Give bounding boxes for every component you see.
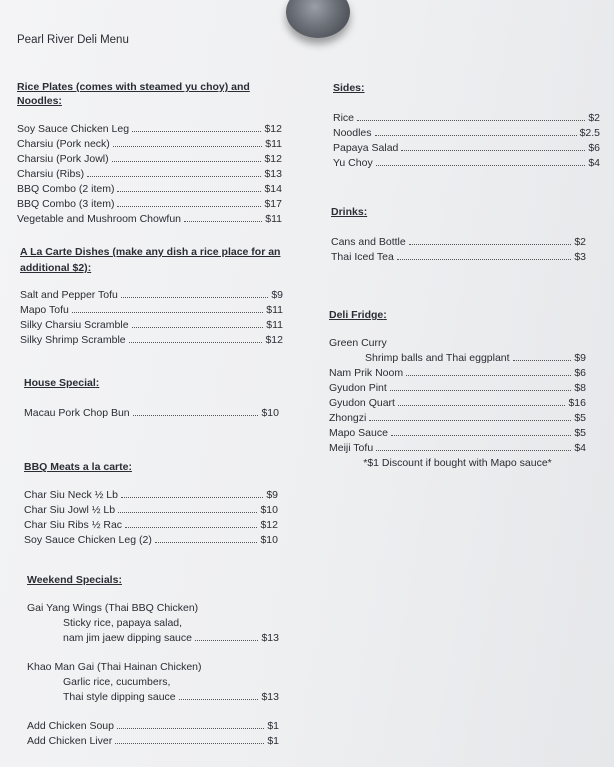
side-item-name: Papaya Salad xyxy=(333,142,399,154)
dot-leader xyxy=(357,120,585,121)
rice-plate-item-name: Soy Sauce Chicken Leg xyxy=(17,123,130,135)
rice-plate-item-price: $14 xyxy=(264,183,282,195)
bbq-meat-item-row xyxy=(24,488,278,503)
green-curry-price: $9 xyxy=(574,352,586,364)
dot-leader xyxy=(390,390,572,391)
rice-plates-heading: Rice Plates (comes with steamed yu choy) and Noodles: xyxy=(17,81,250,107)
dot-leader xyxy=(398,405,566,406)
addon-item-name: Add Chicken Soup xyxy=(27,720,114,732)
khao-man-gai-desc-1: Garlic rice, cucumbers, xyxy=(63,676,171,688)
a-la-carte-item-price: $9 xyxy=(271,289,283,301)
khao-man-gai-name: Khao Man Gai (Thai Hainan Chicken) xyxy=(27,661,202,673)
bbq-meats-section xyxy=(24,460,278,548)
a-la-carte-heading-line2: additional $2): xyxy=(20,262,92,274)
gai-yang-name: Gai Yang Wings (Thai BBQ Chicken) xyxy=(27,602,199,614)
dot-leader xyxy=(179,699,259,700)
a-la-carte-list xyxy=(20,288,283,348)
side-item-price: $6 xyxy=(588,142,600,154)
rice-plate-item-price: $11 xyxy=(265,138,282,150)
drinks-section xyxy=(331,205,586,265)
green-curry-sub-row xyxy=(329,351,586,366)
rice-plate-item-price: $13 xyxy=(264,168,282,180)
a-la-carte-item-row xyxy=(20,288,283,303)
bbq-meat-item-price: $10 xyxy=(260,534,278,546)
dot-leader xyxy=(391,435,571,436)
rice-plate-item-price: $11 xyxy=(265,213,282,225)
side-item-name: Noodles xyxy=(333,127,372,139)
a-la-carte-item-name: Silky Shrimp Scramble xyxy=(20,334,126,346)
rice-plate-item-name: BBQ Combo (3 item) xyxy=(17,198,115,210)
green-curry-sub: Shrimp balls and Thai eggplant xyxy=(365,352,510,364)
deli-fridge-item-price: $5 xyxy=(574,427,586,439)
dot-leader xyxy=(132,131,261,132)
rice-plate-item-name: BBQ Combo (2 item) xyxy=(17,183,115,195)
gai-yang-price: $13 xyxy=(261,632,279,644)
drink-item-row xyxy=(331,235,586,250)
dot-leader xyxy=(115,743,264,744)
dot-leader xyxy=(195,640,258,641)
rice-plates-list xyxy=(17,122,282,227)
a-la-carte-item-name: Mapo Tofu xyxy=(20,304,69,316)
bbq-meat-item-price: $12 xyxy=(260,519,278,531)
rice-plate-item-name: Charsiu (Pork Jowl) xyxy=(17,153,109,165)
deli-fridge-item-name: Gyudon Quart xyxy=(329,397,395,409)
dot-leader xyxy=(72,312,263,313)
khao-man-gai-price: $13 xyxy=(261,691,279,703)
dot-leader xyxy=(155,542,258,543)
dot-leader xyxy=(184,221,262,222)
bbq-meats-heading: BBQ Meats a la carte: xyxy=(24,461,132,473)
gai-yang-desc-1: Sticky rice, papaya salad, xyxy=(63,617,183,629)
dot-leader xyxy=(132,327,264,328)
drink-item-price: $2 xyxy=(574,236,586,248)
rice-plate-item-row xyxy=(17,152,282,167)
dot-leader xyxy=(369,420,571,421)
deli-fridge-item-name: Gyudon Pint xyxy=(329,382,387,394)
bbq-meat-item-price: $9 xyxy=(266,489,278,501)
dot-leader xyxy=(401,150,585,151)
dot-leader xyxy=(406,375,571,376)
bbq-meat-item-name: Soy Sauce Chicken Leg (2) xyxy=(24,534,152,546)
deli-fridge-item-row xyxy=(329,366,586,381)
a-la-carte-item-row xyxy=(20,333,283,348)
deli-fridge-section xyxy=(329,308,586,470)
dot-leader xyxy=(118,512,257,513)
rice-plate-item-price: $12 xyxy=(264,153,282,165)
rice-plate-item-row xyxy=(17,197,282,212)
deli-fridge-item-row xyxy=(329,396,586,411)
a-la-carte-item-name: Silky Charsiu Scramble xyxy=(20,319,129,331)
a-la-carte-item-row xyxy=(20,318,283,333)
a-la-carte-section xyxy=(20,245,283,348)
a-la-carte-item-price: $12 xyxy=(265,334,283,346)
deli-fridge-item-price: $16 xyxy=(568,397,586,409)
deli-fridge-item-price: $8 xyxy=(574,382,586,394)
drink-item-row xyxy=(331,250,586,265)
side-item-price: $2 xyxy=(588,112,600,124)
a-la-carte-item-price: $11 xyxy=(266,304,283,316)
gai-yang-desc-2-row xyxy=(27,631,279,646)
addon-item-name: Add Chicken Liver xyxy=(27,735,113,747)
bbq-meat-item-row xyxy=(24,518,278,533)
dot-leader xyxy=(513,360,572,361)
dot-leader xyxy=(121,497,263,498)
khao-man-gai-desc-2-row xyxy=(27,690,279,705)
dot-leader xyxy=(117,191,261,192)
side-item-price: $4 xyxy=(588,157,600,169)
a-la-carte-item-name: Salt and Pepper Tofu xyxy=(20,289,118,301)
sides-list xyxy=(333,111,600,171)
drink-item-name: Cans and Bottle xyxy=(331,236,406,248)
rice-plate-item-name: Charsiu (Pork neck) xyxy=(17,138,110,150)
a-la-carte-heading-line1: A La Carte Dishes (make any dish a rice place for an xyxy=(20,246,281,258)
side-item-name: Yu Choy xyxy=(333,157,373,169)
deli-fridge-heading: Deli Fridge: xyxy=(329,309,387,321)
rice-plate-item-row xyxy=(17,182,282,197)
dot-leader xyxy=(117,206,261,207)
addon-item-row xyxy=(27,734,279,749)
bbq-meat-item-name: Char Siu Jowl ½ Lb xyxy=(24,504,116,516)
khao-man-gai-desc-2: Thai style dipping sauce xyxy=(63,691,176,703)
side-item-row xyxy=(333,126,600,141)
a-la-carte-item-price: $11 xyxy=(266,319,283,331)
deli-fridge-item-row xyxy=(329,381,586,396)
side-item-row xyxy=(333,141,600,156)
addon-item-price: $1 xyxy=(267,720,279,732)
side-item-row xyxy=(333,111,600,126)
house-special-item-name: Macau Pork Chop Bun xyxy=(24,407,130,419)
house-special-section xyxy=(24,376,279,421)
dot-leader xyxy=(121,297,268,298)
side-item-name: Rice xyxy=(333,112,355,124)
rice-plate-item-row xyxy=(17,122,282,137)
rice-plates-section xyxy=(17,80,282,227)
house-special-item-price: $10 xyxy=(261,407,279,419)
deli-fridge-item-name: Mapo Sauce xyxy=(329,427,388,439)
sides-section xyxy=(333,81,600,171)
dot-leader xyxy=(113,146,262,147)
bbq-meat-item-price: $10 xyxy=(260,504,278,516)
deli-fridge-item-price: $6 xyxy=(574,367,586,379)
dot-leader xyxy=(375,135,577,136)
deli-fridge-item-row xyxy=(329,426,586,441)
dot-leader xyxy=(125,527,257,528)
house-special-item-row xyxy=(24,406,279,421)
weekend-specials-section xyxy=(27,573,279,749)
addons-list xyxy=(27,719,279,749)
addon-item-row xyxy=(27,719,279,734)
bbq-meat-item-row xyxy=(24,503,278,518)
house-special-heading: House Special: xyxy=(24,377,100,389)
bbq-meats-list xyxy=(24,488,278,548)
gai-yang-desc-2: nam jim jaew dipping sauce xyxy=(63,632,192,644)
deli-fridge-list xyxy=(329,366,586,456)
dot-leader xyxy=(112,161,262,162)
side-item-price: $2.5 xyxy=(579,127,600,139)
bbq-meat-item-row xyxy=(24,533,278,548)
menu-title: Pearl River Deli Menu xyxy=(17,34,129,46)
rice-plate-item-row xyxy=(17,212,282,227)
rice-plate-item-name: Charsiu (Ribs) xyxy=(17,168,85,180)
addon-item-price: $1 xyxy=(267,735,279,747)
dot-leader xyxy=(397,259,571,260)
a-la-carte-item-row xyxy=(20,303,283,318)
rice-plate-item-price: $12 xyxy=(264,123,282,135)
dot-leader xyxy=(87,176,261,177)
weekend-specials-heading: Weekend Specials: xyxy=(27,574,122,586)
rice-plate-item-price: $17 xyxy=(264,198,282,210)
side-item-row xyxy=(333,156,600,171)
bbq-meat-item-name: Char Siu Ribs ½ Rac xyxy=(24,519,123,531)
green-curry-name: Green Curry xyxy=(329,337,387,349)
rice-plate-item-name: Vegetable and Mushroom Chowfun xyxy=(17,213,182,225)
deli-fridge-item-row xyxy=(329,411,586,426)
dot-leader xyxy=(376,450,571,451)
drinks-heading: Drinks: xyxy=(331,206,368,218)
deli-fridge-item-name: Zhongzi xyxy=(329,412,367,424)
dot-leader xyxy=(117,728,264,729)
dot-leader xyxy=(133,415,259,416)
deli-fridge-item-row xyxy=(329,441,586,456)
rice-plate-item-row xyxy=(17,137,282,152)
deli-fridge-item-name: Nam Prik Noom xyxy=(329,367,404,379)
sides-heading: Sides: xyxy=(333,82,365,94)
house-special-list xyxy=(24,406,279,421)
rice-plate-item-row xyxy=(17,167,282,182)
deli-fridge-item-price: $4 xyxy=(574,442,586,454)
dot-leader xyxy=(376,165,586,166)
bbq-meat-item-name: Char Siu Neck ½ Lb xyxy=(24,489,118,501)
deli-fridge-item-name: Meiji Tofu xyxy=(329,442,374,454)
drinks-list xyxy=(331,235,586,265)
drink-item-price: $3 xyxy=(574,251,586,263)
deli-fridge-item-price: $5 xyxy=(574,412,586,424)
discount-note: *$1 Discount if bought with Mapo sauce* xyxy=(363,457,552,469)
dot-leader xyxy=(129,342,263,343)
dot-leader xyxy=(409,244,572,245)
drink-item-name: Thai Iced Tea xyxy=(331,251,394,263)
